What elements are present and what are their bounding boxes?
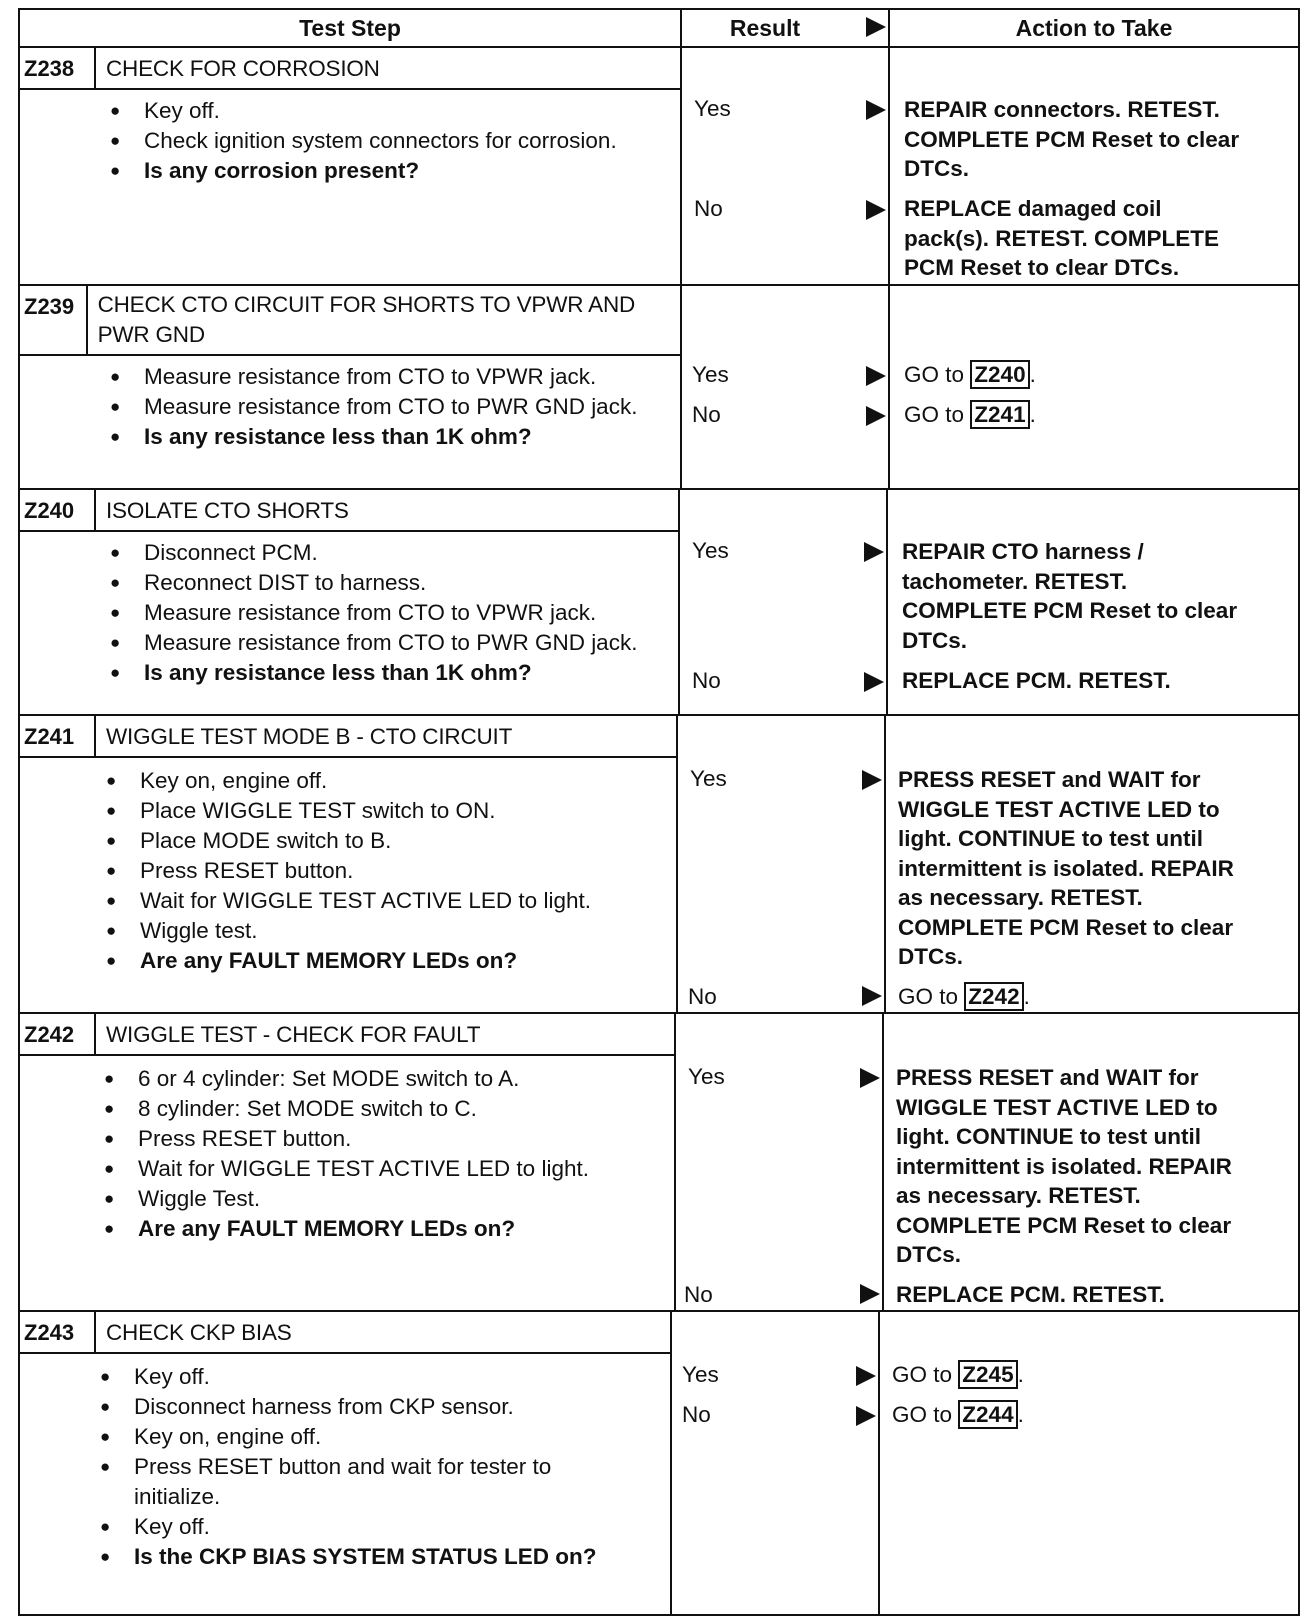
action-text: REPLACE PCM. RETEST. xyxy=(902,668,1171,693)
action-text: PRESS RESET and WAIT for WIGGLE TEST ACTIVE LED to light. CONTINUE to test until intermittent is isolated. REPAIR as necessary. RETEST. COMPLETE PCM Reset to clear DTCs. xyxy=(898,767,1234,969)
test-block-z242 xyxy=(18,1014,1300,1312)
block-title-text: CHECK CKP BIAS xyxy=(106,1320,292,1345)
divider xyxy=(888,48,890,286)
result-no: No xyxy=(694,196,723,221)
step-ref-link[interactable]: Z245 xyxy=(958,1360,1017,1389)
test-block-z239 xyxy=(18,286,1300,490)
block-title-text: WIGGLE TEST MODE B - CTO CIRCUIT xyxy=(106,724,513,749)
step-item: ● Press RESET button. xyxy=(14,856,660,886)
arrow-icon xyxy=(864,672,884,692)
arrow-icon xyxy=(862,986,882,1006)
divider xyxy=(676,716,678,1014)
action-no xyxy=(896,1280,1241,1310)
result-yes: Yes xyxy=(688,1064,725,1089)
block-title-text: CHECK FOR CORROSION xyxy=(106,56,380,81)
step-item: ● Wiggle test. xyxy=(14,916,660,946)
step-question: ● Are any FAULT MEMORY LEDs on? xyxy=(14,946,660,976)
step-list xyxy=(12,1064,658,1244)
block-title-text: WIGGLE TEST - CHECK FOR FAULT xyxy=(106,1022,481,1047)
step-list xyxy=(8,1362,654,1572)
arrow-icon xyxy=(866,366,886,386)
arrow-icon xyxy=(862,770,882,790)
step-item: ● Press RESET button and wait for tester to initialize. xyxy=(8,1452,614,1512)
step-question: ● Is the CKP BIAS SYSTEM STATUS LED on? xyxy=(8,1542,654,1572)
action-yes: GO to Z245 . xyxy=(892,1362,1024,1387)
action-yes: GO to Z240 . xyxy=(904,362,1036,387)
step-item: ● Wait for WIGGLE TEST ACTIVE LED to light. xyxy=(12,1154,658,1184)
step-list xyxy=(18,96,664,186)
result-yes: Yes xyxy=(690,766,727,791)
header-action-label: Action to Take xyxy=(1015,14,1173,41)
result-yes: Yes xyxy=(682,1362,719,1387)
step-ref-link[interactable]: Z241 xyxy=(970,400,1029,429)
result-yes: Yes xyxy=(694,96,731,121)
arrow-icon xyxy=(860,1284,880,1304)
diagnostic-table xyxy=(18,8,1300,1620)
divider xyxy=(674,1014,676,1312)
result-yes: Yes xyxy=(692,362,729,387)
block-title xyxy=(18,1312,672,1354)
step-question: ● Are any FAULT MEMORY LEDs on? xyxy=(12,1214,658,1244)
arrow-icon xyxy=(866,200,886,220)
arrow-icon xyxy=(864,542,884,562)
action-text: GO to xyxy=(904,402,965,427)
action-text: GO to xyxy=(904,362,965,387)
step-item: ● Wiggle Test. xyxy=(12,1184,658,1214)
result-no: No xyxy=(688,984,717,1009)
block-id: Z241 xyxy=(18,716,96,756)
result-yes: Yes xyxy=(692,538,729,563)
action-yes xyxy=(902,537,1247,655)
step-item: ● 6 or 4 cylinder: Set MODE switch to A. xyxy=(12,1064,658,1094)
step-item: ● Place WIGGLE TEST switch to ON. xyxy=(14,796,660,826)
divider xyxy=(888,286,890,490)
divider xyxy=(882,1014,884,1312)
divider xyxy=(670,1312,672,1616)
result-no: No xyxy=(684,1282,713,1307)
step-item: ● Press RESET button. xyxy=(12,1124,658,1154)
action-yes xyxy=(896,1063,1248,1270)
step-list xyxy=(18,362,664,452)
block-id: Z242 xyxy=(18,1014,96,1054)
block-id: Z243 xyxy=(18,1312,96,1352)
test-block-z243 xyxy=(18,1312,1300,1616)
step-item: ● Wait for WIGGLE TEST ACTIVE LED to light. xyxy=(14,886,660,916)
step-item: ● Disconnect harness from CKP sensor. xyxy=(8,1392,654,1422)
block-title xyxy=(18,1014,676,1056)
header-result xyxy=(680,8,890,48)
result-no: No xyxy=(692,668,721,693)
result-no: No xyxy=(682,1402,711,1427)
step-question: ● Is any resistance less than 1K ohm? xyxy=(18,422,664,452)
header-action xyxy=(888,8,1300,48)
action-text: REPAIR CTO harness / tachometer. RETEST. COMPLETE PCM Reset to clear DTCs. xyxy=(902,539,1238,653)
action-text: REPAIR connectors. RETEST. COMPLETE PCM Reset to clear DTCs. xyxy=(904,97,1240,181)
step-item: ● Key off. xyxy=(8,1362,654,1392)
block-id: Z238 xyxy=(18,48,96,88)
step-ref-link[interactable]: Z242 xyxy=(964,982,1023,1011)
step-list xyxy=(14,766,660,976)
divider xyxy=(884,716,886,1014)
action-text: REPLACE damaged coil pack(s). RETEST. COMPLETE PCM Reset to clear DTCs. xyxy=(904,196,1220,280)
divider xyxy=(886,490,888,716)
block-title xyxy=(18,490,680,532)
step-question: ● Is any corrosion present? xyxy=(18,156,664,186)
header-arrow-icon xyxy=(866,17,886,37)
step-item: ● Key off. xyxy=(8,1512,654,1542)
step-item: ● Measure resistance from CTO to PWR GND jack. xyxy=(18,392,664,422)
step-ref-link[interactable]: Z240 xyxy=(970,360,1029,389)
action-text: GO to xyxy=(892,1362,953,1387)
step-item: ● Reconnect DIST to harness. xyxy=(18,568,664,598)
block-id: Z239 xyxy=(18,286,88,354)
block-title-text: CHECK CTO CIRCUIT FOR SHORTS TO VPWR AND PWR GND xyxy=(97,292,636,347)
test-block-z238 xyxy=(18,48,1300,286)
action-text: PRESS RESET and WAIT for WIGGLE TEST ACTIVE LED to light. CONTINUE to test until intermittent is isolated. REPAIR as necessary. RETEST. COMPLETE PCM Reset to clear DTCs. xyxy=(896,1065,1232,1267)
arrow-icon xyxy=(860,1068,880,1088)
test-block-z240 xyxy=(18,490,1300,716)
action-no xyxy=(902,666,1247,696)
block-title xyxy=(18,48,682,90)
step-list xyxy=(18,538,664,688)
block-title xyxy=(18,286,682,356)
block-title xyxy=(18,716,678,758)
header-test-step-label: Test Step xyxy=(299,14,401,41)
block-id: Z240 xyxy=(18,490,96,530)
action-yes xyxy=(898,765,1250,972)
step-item: ● 8 cylinder: Set MODE switch to C. xyxy=(12,1094,658,1124)
step-question: ● Is any resistance less than 1K ohm? xyxy=(18,658,664,688)
step-item: ● Measure resistance from CTO to VPWR jack. xyxy=(18,362,664,392)
block-title-text: ISOLATE CTO SHORTS xyxy=(106,498,349,523)
result-no: No xyxy=(692,402,721,427)
step-item: ● Disconnect PCM. xyxy=(18,538,664,568)
step-item: ● Place MODE switch to B. xyxy=(14,826,660,856)
step-item: ● Measure resistance from CTO to VPWR jack. xyxy=(18,598,664,628)
header-result-label: Result xyxy=(729,14,801,41)
action-no xyxy=(904,194,1249,283)
action-yes xyxy=(904,95,1249,184)
action-text: REPLACE PCM. RETEST. xyxy=(896,1282,1165,1307)
arrow-icon xyxy=(866,100,886,120)
step-ref-link[interactable]: Z244 xyxy=(958,1400,1017,1429)
header-test-step xyxy=(18,8,682,48)
action-no: GO to Z241 . xyxy=(904,402,1036,427)
arrow-icon xyxy=(866,406,886,426)
action-text: GO to xyxy=(898,984,959,1009)
arrow-icon xyxy=(856,1366,876,1386)
step-item: ● Key on, engine off. xyxy=(8,1422,654,1452)
step-item: ● Key off. xyxy=(18,96,664,126)
test-block-z241 xyxy=(18,716,1300,1014)
action-text: GO to xyxy=(892,1402,953,1427)
action-no: GO to Z244 . xyxy=(892,1402,1024,1427)
step-item: ● Key on, engine off. xyxy=(14,766,660,796)
divider xyxy=(878,1312,880,1616)
step-item: ● Check ignition system connectors for corrosion. xyxy=(18,126,664,156)
step-item: ● Measure resistance from CTO to PWR GND jack. xyxy=(18,628,664,658)
action-no: GO to Z242 . xyxy=(898,984,1030,1009)
arrow-icon xyxy=(856,1406,876,1426)
